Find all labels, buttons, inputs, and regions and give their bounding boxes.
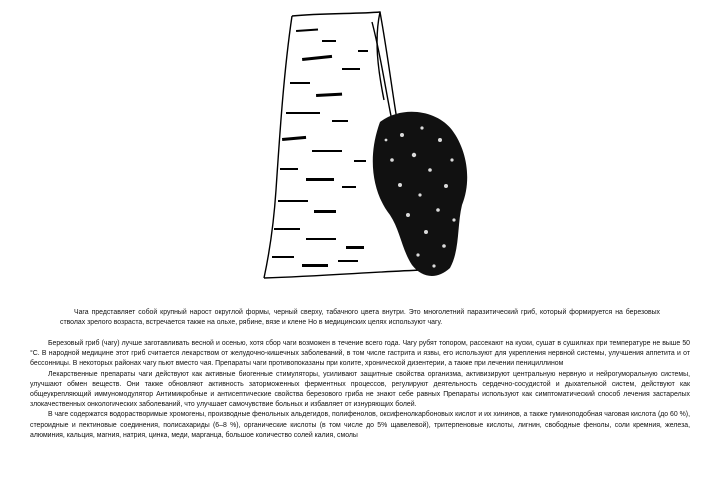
- paragraph-harvesting: Березовый гриб (чагу) лучше заготавливать весной и осенью, хотя сбор чаги возможен в течение всего года. Чагу рубят топором, рассекают на куски, сушат в сушилках при температуре не выше 50 °С. В народной медицине этот гриб считается лекарством от желудочно-кишечных заболеваний, в том числе гастрита и язвы, его используют для укрепления нервной системы, улучшения аппетита и от бессонницы. В некоторых районах чагу пьют вместо чая. Препараты чаги противопоказаны при колите, хронической дизентерии, а также при лечении пенициллином: [30, 340, 690, 368]
- birch-chaga-illustration: [262, 10, 474, 282]
- article-body: [30, 339, 690, 441]
- paragraph-composition: В чаге содержатся водорастворимые хромогены, производные фенольных альдегидов, полифенолов, оксифенолкарбоновых кислот и их хининов, а также гуминоподобная чаговая кислота (до 60 %), стероидные и пектиновые соединения, полисахариды (6–8 %), органические кислоты (в том числе до 5% щавелевой), тритерпеновые кислоты, лигнин, свободные фенолы, соли кремния, железа, алюминия, кальция, магния, натрия, цинка, меди, марганца, большое количество солей калия, смолы: [30, 411, 690, 439]
- chaga-growth: [373, 112, 467, 276]
- paragraph-medicinal-action: Лекарственные препараты чаги действуют как активные биогенные стимуляторы, усиливают защитные свойства организма, активизируют центральную нервную и нейрогуморальную системы, улучшают обмен веществ. Они также обновляют активность заторможенных ферментных процессов, регулируют деятельность сердечно-сосудистой и дыхательной систем, действуют как общеукрепляющий иммуномодулятор Антимикробные и антисептические свойства березового гриба не знают себе равных Препараты используют как симптоматический способ лечения застарелых злокачественных онкологических заболеваний, что улучшает самочувствие больных и избавляет от изнуряющих болей.: [30, 370, 690, 409]
- figure-caption: Чага представляет собой крупный нарост округлой формы, черный сверху, табачного цвета внутри. Это многолетний паразитический гриб, который формируется на березовых стволах зрелого возраста, встречается также на ольхе, рябине, вязе и клене Но в медицинских целях используют чагу.: [60, 308, 660, 327]
